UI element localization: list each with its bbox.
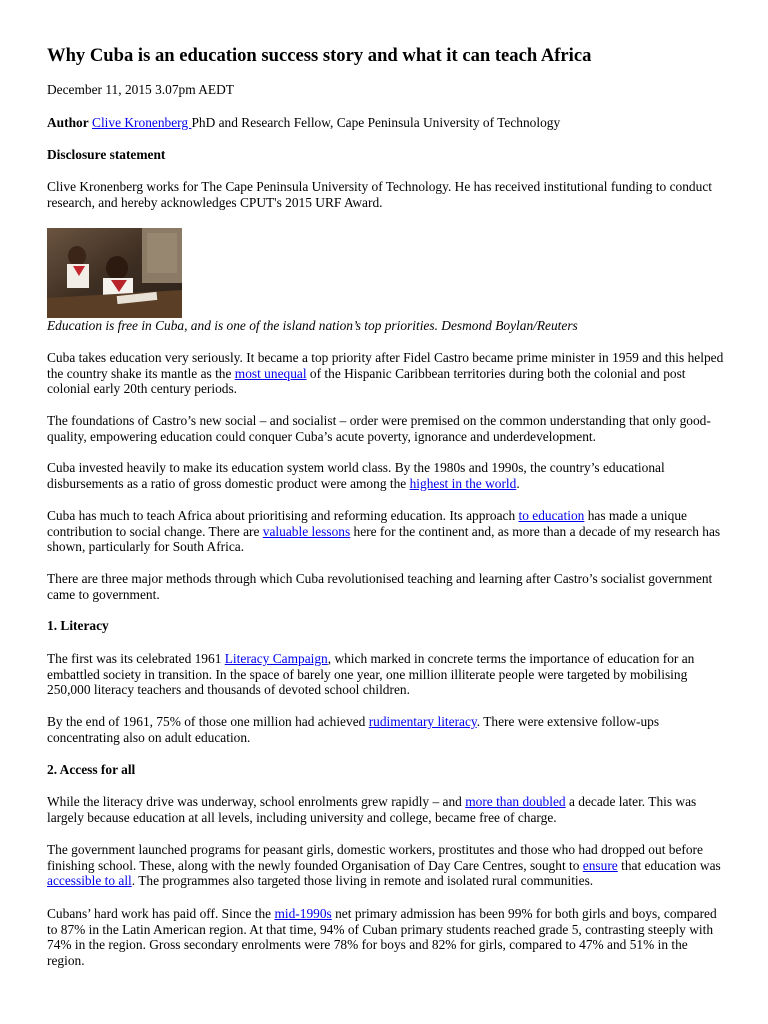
link-valuable-lessons[interactable]: valuable lessons xyxy=(262,523,351,539)
paragraph-text: that education was xyxy=(617,857,721,873)
link-rudimentary-literacy[interactable]: rudimentary literacy xyxy=(368,714,477,729)
paragraph-5: There are three major methods through which Cuba revolutionised teaching and learning after Castro’s socialist government came to government. xyxy=(47,571,713,602)
paragraph-text: . There were extensive follow-ups concentrating also on adult education. xyxy=(47,714,660,745)
paragraph-text: . The programmes also targeted those living in remote and isolated rural communities. xyxy=(131,873,594,889)
paragraph-text: here for the continent and, as more than a decade of my research has shown, particularly for South Africa. xyxy=(47,523,721,555)
author-line xyxy=(47,115,727,131)
paragraph-text: Cuba takes education very seriously. It became a top priority after Fidel Castro became prime minister in 1959 and this helped the country shake its mantle as the xyxy=(47,350,724,381)
link-to-education[interactable]: to education xyxy=(518,508,585,523)
link-mid-1990s[interactable]: mid-1990s xyxy=(274,906,332,921)
paragraph-text: of the Hispanic Caribbean territories during both the colonial and post colonial early 20th century periods. xyxy=(47,365,686,397)
classroom-photo xyxy=(47,228,182,318)
section-heading-literacy: 1. Literacy xyxy=(47,618,109,633)
paragraph-text: The first was its celebrated 1961 xyxy=(47,651,225,666)
link-literacy-campaign[interactable]: Literacy Campaign xyxy=(224,651,328,666)
photo-caption: Education is free in Cuba, and is one of the island nation’s top priorities. Desmond Boylan/Reuters xyxy=(47,318,578,333)
article-title: Why Cuba is an education success story and what it can teach Africa xyxy=(47,45,592,66)
paragraph-3 xyxy=(47,460,727,491)
paragraph-text: net primary admission has been 99% for both girls and boys, compared to 87% in the Latin American region. At that time, 94% of Cuban primary students reached grade 5, contrasting steeply with 74% in the region. Gross secondary enrolments were 78% for boys and 82% for girls, compared to 47% and 51% in the region. xyxy=(47,906,717,968)
paragraph-9 xyxy=(47,842,727,889)
paragraph-text: The government launched programs for peasant girls, domestic workers, prostitutes and those who had dropped out before finishing school. These, along with the newly founded Organisation of Day Care Centres, sought to xyxy=(47,842,703,873)
section-heading-access: 2. Access for all xyxy=(47,762,136,777)
paragraph-text: Cuba has much to teach Africa about prioritising and reforming education. Its approach xyxy=(47,508,519,523)
paragraph-text: While the literacy drive was underway, school enrolments grew rapidly – and xyxy=(47,794,466,809)
paragraph-8 xyxy=(47,794,727,825)
author-title: PhD and Research Fellow, Cape Peninsula University of Technology xyxy=(191,115,561,130)
paragraph-4 xyxy=(47,508,727,555)
author-link[interactable]: Clive Kronenberg xyxy=(92,115,192,130)
link-ensure[interactable]: ensure xyxy=(582,857,618,873)
link-accessible-to-all[interactable]: accessible to all xyxy=(47,873,132,889)
paragraph-text: , which marked in concrete terms the importance of education for an embattled society in transition. In the space of barely one year, one million illiterate people were targeted by mobilising 250,000 literacy teachers and thousands of devoted school children. xyxy=(47,651,695,698)
article-photo xyxy=(47,228,182,318)
paragraph-2: The foundations of Castro’s new social – and socialist – order were premised on the common understanding that only good-quality, empowering education could conquer Cuba’s acute poverty, ignorance and underdevelopment. xyxy=(47,413,711,444)
paragraph-text: By the end of 1961, 75% of those one million had achieved xyxy=(47,714,369,729)
paragraph-text: a decade later. This was largely because education at all levels, including university and college, became free of charge. xyxy=(47,794,697,825)
paragraph-7 xyxy=(47,714,727,745)
paragraph-text: Cubans’ hard work has paid off. Since the xyxy=(47,906,275,921)
paragraph-text: Cuba invested heavily to make its education system world class. By the 1980s and 1990s, the country’s educational disbursements as a ratio of gross domestic product were among the xyxy=(47,460,665,491)
disclosure-text: Clive Kronenberg works for The Cape Peninsula University of Technology. He has received institutional funding to conduct research, and hereby acknowledges CPUT's 2015 URF Award. xyxy=(47,179,712,210)
link-highest-in-the-world[interactable]: highest in the world xyxy=(409,475,517,491)
paragraph-text: has made a unique contribution to social change. There are xyxy=(47,508,687,539)
paragraph-10 xyxy=(47,906,727,968)
paragraph-6 xyxy=(47,651,727,698)
article-date: December 11, 2015 3.07pm AEDT xyxy=(47,82,234,97)
link-more-than-doubled[interactable]: more than doubled xyxy=(465,794,566,809)
link-most-unequal[interactable]: most unequal xyxy=(234,365,307,381)
paragraph-text: . xyxy=(516,475,520,491)
author-label: Author xyxy=(47,115,89,130)
paragraph-1 xyxy=(47,350,727,397)
disclosure-heading: Disclosure statement xyxy=(47,147,166,162)
